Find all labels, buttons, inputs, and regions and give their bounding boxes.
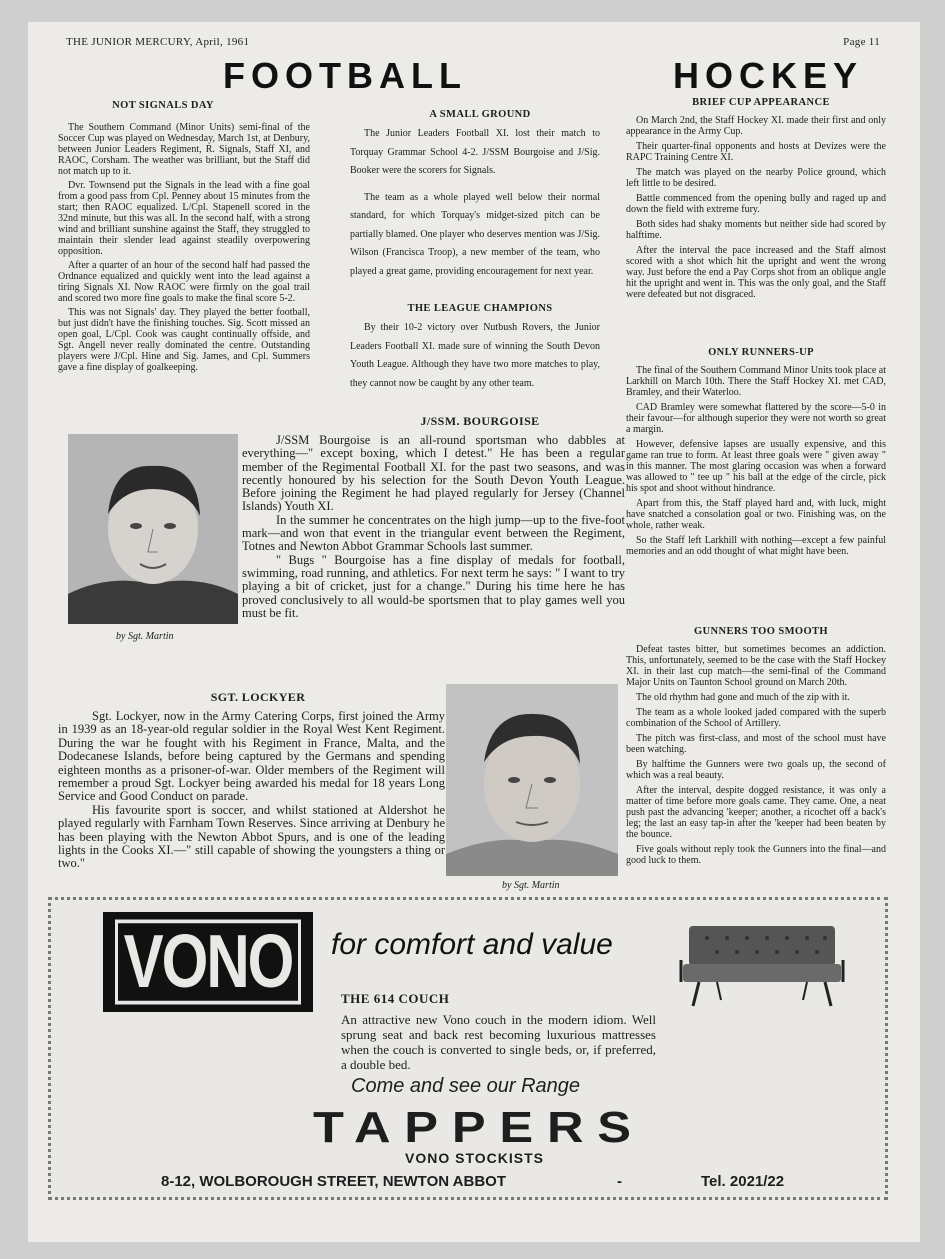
article-heading-signals: NOT SIGNALS DAY xyxy=(112,100,214,111)
running-header: THE JUNIOR MERCURY, April, 1961 xyxy=(66,36,250,48)
article-small-ground xyxy=(350,125,600,289)
couch-illustration xyxy=(677,920,847,1010)
vono-logo: VONO xyxy=(103,912,313,1012)
bourgoise-photo xyxy=(68,434,238,624)
paragraph: After a quarter of an hour of the second half had passed the Ordnance equalized and quickly went into the lead against a tiring Signals XI. Now RAOC were firmly on the goal trail and scored two more fine goals to make the final score 5-2. xyxy=(58,260,310,304)
store-telephone: Tel. 2021/22 xyxy=(701,1173,785,1190)
paragraph: So the Staff left Larkhill with nothing—except a few painful memories and an odd thought of what might have been. xyxy=(626,535,886,557)
article-cup xyxy=(626,115,886,304)
stockists-label: VONO STOCKISTS xyxy=(405,1150,544,1166)
paragraph: The Southern Command (Minor Units) semi-final of the Soccer Cup was played on Wednesday, March 1st, at Denbury, between Junior Leaders Regiment, R. Signals, Staff XI, and RAOC, Corsham. The weather was brilliant, but the Staff did not match up to it. xyxy=(58,122,310,177)
paragraph: Five goals without reply took the Gunners into the final—and good luck to them. xyxy=(626,844,886,866)
football-title: FOOTBALL xyxy=(223,55,467,96)
paragraph: Both sides had shaky moments but neither side had scored by halftime. xyxy=(626,219,886,241)
paragraph: Defeat tastes bitter, but sometimes becomes an addiction. This, unfortunately, seemed to be the case with the Staff Hockey XI. in their last cup match—the semi-final of the Command Major Units on Taunton School ground on March 20th. xyxy=(626,644,886,688)
paragraph: Battle commenced from the opening bully and raged up and down the field with extreme fury. xyxy=(626,193,886,215)
article-heading-lockyer: SGT. LOCKYER xyxy=(210,690,306,704)
article-heading-runners-up: ONLY RUNNERS-UP xyxy=(708,347,814,358)
paragraph: Sgt. Lockyer, now in the Army Catering Corps, first joined the Army in 1939 as an 18-year-old regular soldier in the Royal West Kent Regiment. During the war he fought with his Regiment in France, Malta, and the Dodecanese Islands, before being captured by the Germans and spending eighteen months as a prisoner-of-war. Older members of the Regiment will remember a proud Sgt. Lockyer being awarded his medal for 18 years Long Service and Good Conduct on parade. xyxy=(58,709,445,804)
separator-dash: - xyxy=(617,1173,622,1190)
paragraph: In the summer he concentrates on the high jump—up to the five-foot mark—and won that event in the triangular event between the Regiment, Totnes and Newton Abbot Grammar Schools last summer. xyxy=(242,512,625,554)
article-heading-gunners: GUNNERS TOO SMOOTH xyxy=(693,626,828,637)
store-address: 8-12, WOLBOROUGH STREET, NEWTON ABBOT xyxy=(161,1173,507,1190)
hockey-title: HOCKEY xyxy=(673,55,864,96)
photo-caption: by Sgt. Martin xyxy=(502,880,560,891)
paragraph: By halftime the Gunners were two goals up, the second of which was a real beauty. xyxy=(626,759,886,781)
store-name: TAPPERS xyxy=(313,1103,645,1152)
article-signals xyxy=(58,122,310,376)
paragraph: Dvr. Townsend put the Signals in the lead with a fine goal from a good pass from Cpl. Penney about 15 minutes from the start; then RAOC equalized. L/Cpl. Stapenell scored in the 32nd minute, but this was all. In the second half, with a strong wind and brilliant sunshine against the Staff, they struggled to maintain their slender lead against steadily overpowering opposition. xyxy=(58,180,310,257)
article-heading-small-ground: A SMALL GROUND xyxy=(429,109,531,120)
article-heading-league: THE LEAGUE CHAMPIONS xyxy=(407,303,553,314)
paragraph: The Junior Leaders Football XI. lost their match to Torquay Grammar School 4-2. J/SSM Bourgoise and J/Sig. Booker were the scorers for Signals. xyxy=(350,128,600,176)
paragraph: By their 10-2 victory over Nutbush Rovers, the Junior Leaders Football XI. made sure of winning the South Devon Youth League. Although they have two more matches to play, they cannot now be caught by any other team. xyxy=(350,322,600,389)
photo-caption: by Sgt. Martin xyxy=(116,631,174,642)
article-bourgoise xyxy=(242,434,625,620)
article-heading-bourgoise: J/SSM. BOURGOISE xyxy=(420,414,540,428)
paragraph: However, defensive lapses are usually expensive, and this game ran true to form. At least three goals were " given away " in this manner. The most glaring occasion was when a forward was allowed to " tee up " his ball at the edge of the circle, pick his spot and shoot without hindrance. xyxy=(626,439,886,494)
paragraph: On March 2nd, the Staff Hockey XI. made their first and only appearance in the Army Cup. xyxy=(626,115,886,137)
paragraph: The final of the Southern Command Minor Units took place at Larkhill on March 10th. There the Staff Hockey XI. met CAD, Bramley, and their Waterloo. xyxy=(626,365,886,398)
paragraph: J/SSM Bourgoise is an all-round sportsman who dabbles at everything—" except boxing, which I detest." He has been a regular member of the Regimental Football XI. for the past two seasons, and was recently honoured by his selection for the South Devon Youth League. Before joining the Regiment he had played regularly for Jersey (Channel Islands) Youth XI. xyxy=(242,433,625,514)
paragraph: The pitch was first-class, and most of the school must have been watching. xyxy=(626,733,886,755)
paragraph: " Bugs " Bourgoise has a fine display of medals for football, swimming, road running, and athletics. For next term he says: " I want to try playing a bit of cricket, just for a change." During his time here he has proved conclusively to all would-be sportsmen that to play games well you must be fit. xyxy=(242,552,625,620)
come-see-text: Come and see our Range xyxy=(351,1075,581,1097)
paragraph: The old rhythm had gone and much of the zip with it. xyxy=(636,692,850,703)
article-gunners xyxy=(626,644,886,870)
ad-slogan: for comfort and value xyxy=(331,928,613,961)
vono-advertisement xyxy=(48,897,888,1200)
article-heading-cup: BRIEF CUP APPEARANCE xyxy=(692,97,830,108)
product-title: THE 614 COUCH xyxy=(341,991,450,1006)
paragraph: His favourite sport is soccer, and whilst stationed at Aldershot he played regularly with Farnham Town Reserves. Since arriving at Denbury he has been playing with the Newton Abbot Spurs, and is one of the leading lights in the Cooks XI.—" still capable of showing the youngsters a thing or two." xyxy=(58,802,445,871)
article-league xyxy=(350,319,600,401)
paragraph: Their quarter-final opponents and hosts at Devizes were the RAPC Training Centre XI. xyxy=(626,141,886,163)
paragraph: CAD Bramley were somewhat flattered by the score—5-0 in their favour—for although superior they were not worth so great a margin. xyxy=(626,402,886,435)
paragraph: Apart from this, the Staff played hard and, with luck, might have snatched a consolation goal or two. Finishing was, on the whole, rather weak. xyxy=(626,498,886,531)
paragraph: After the interval the pace increased and the Staff almost scored with a shot which hit the upright and went the wrong way. Just before the end a Pay Corps shot from an oblique angle hit the upright and went in. This was the only goal, and the Staff were defeated but not disgraced. xyxy=(626,245,886,300)
paragraph: The team as a whole played well below their normal standard, for which Torquay's midget-sized pitch can be partially blamed. One player who deserves mention was J/Sig. Wilson (Francisca Troop), a new member of the team, who played a great game, providing encouragement for next year. xyxy=(350,191,600,277)
paragraph: The match was played on the nearby Police ground, which left little to be desired. xyxy=(626,167,886,189)
lockyer-photo xyxy=(446,684,618,876)
magazine-page xyxy=(28,22,920,1242)
paragraph: The team as a whole looked jaded compared with the superb combination of the School of Artillery. xyxy=(626,707,886,729)
product-description: An attractive new Vono couch in the modern idiom. Well sprung seat and back rest becoming luxurious mattresses when the couch is converted to single beds, or, if preferred, a double bed. xyxy=(341,1012,656,1072)
paragraph: This was not Signals' day. They played the better football, but just didn't have the finishing touches. Sig. Scott missed an open goal, L/Cpl. Cook was caught continually offside, and Sgt. Angell never really dominated the centre. Outstanding players were J/Cpl. Hine and Sig. James, and Cpl. Summers gave a fine display of goalkeeping. xyxy=(58,307,310,373)
paragraph: After the interval, despite dogged resistance, it was only a matter of time before more goals came. They came. One, a neat push past the advancing 'keeper; another, a ricochet off a back's leg; the last an easy tap-in after the 'keeper had been beaten by the bounce. xyxy=(626,785,886,840)
page-number: Page 11 xyxy=(843,36,880,48)
article-lockyer xyxy=(58,710,445,871)
article-runners-up xyxy=(626,365,886,561)
